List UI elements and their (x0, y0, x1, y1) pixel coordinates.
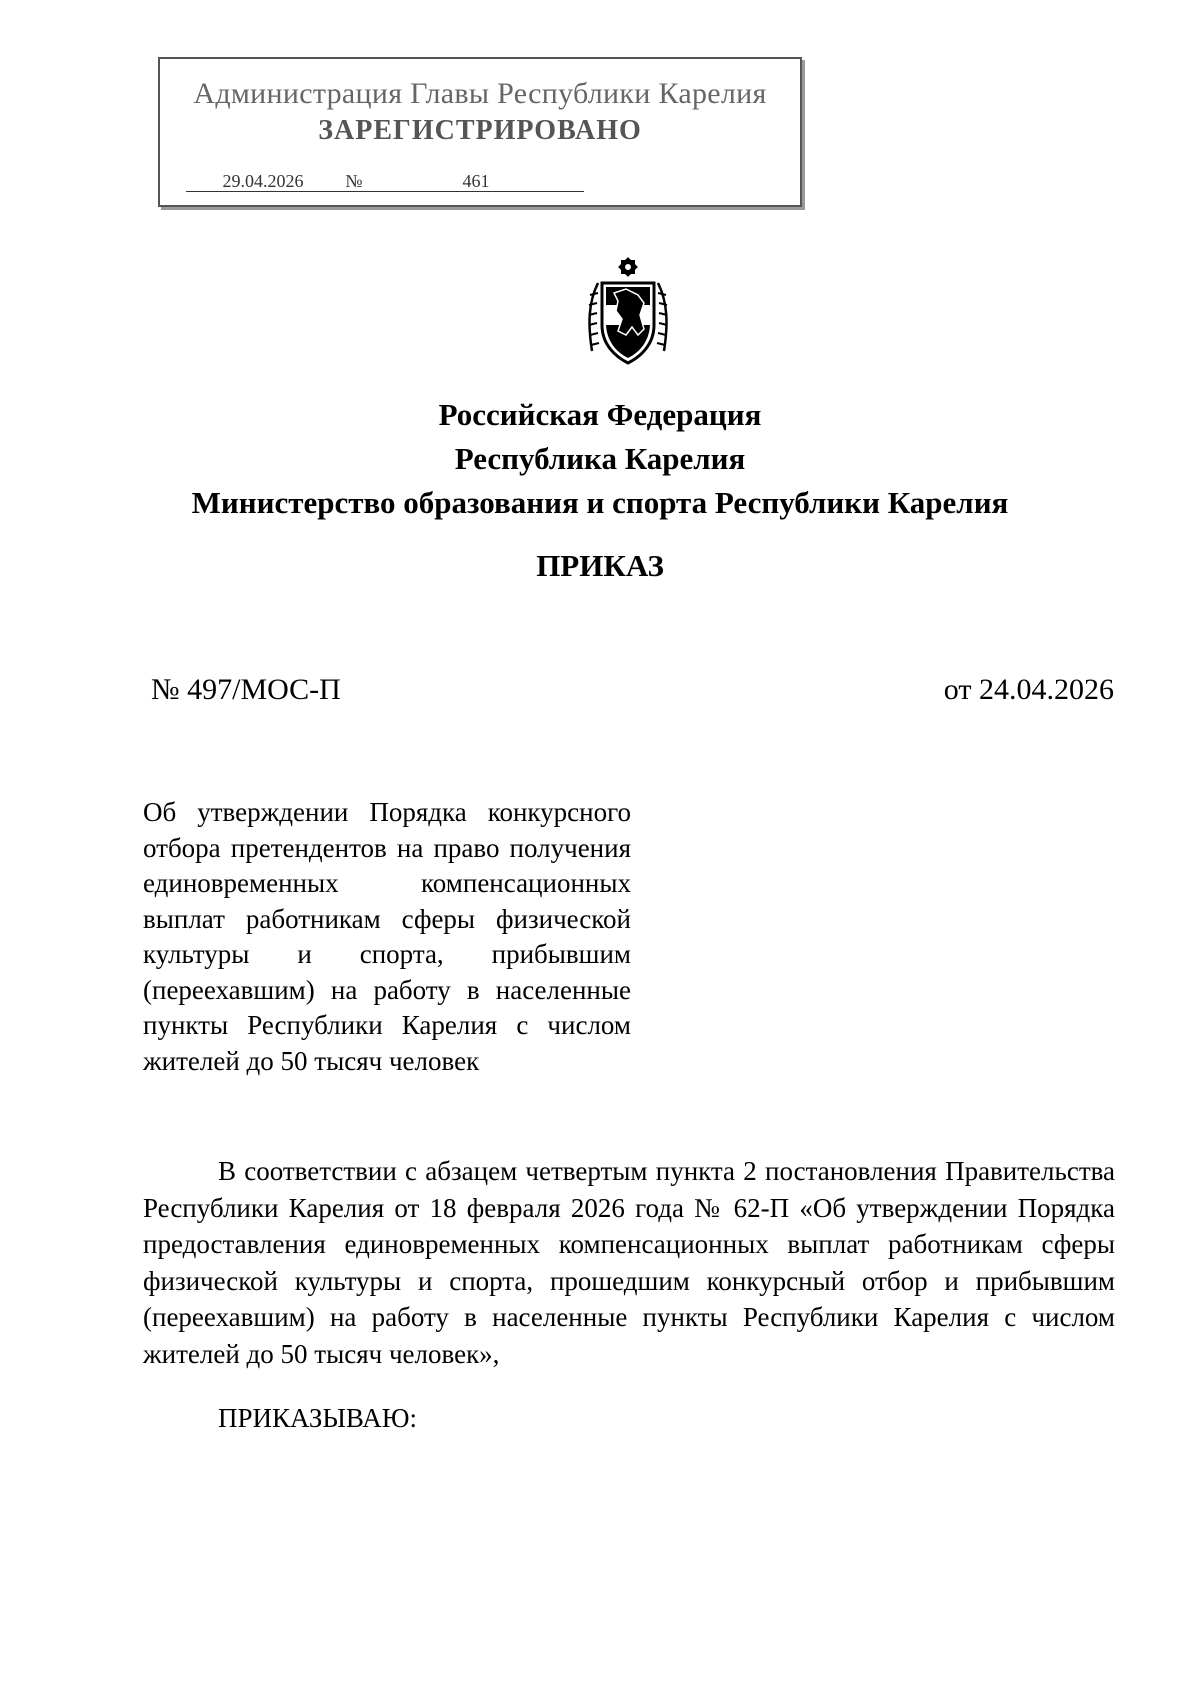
region-name: Республика Карелия (454, 441, 746, 476)
stamp-date: 29.04.2026 (186, 171, 340, 192)
order-date: от 24.04.2026 (943, 673, 1114, 706)
order-directive: ПРИКАЗЫВАЮ: (218, 1403, 417, 1433)
stamp-number-sign: № (340, 171, 368, 192)
stamp-number: 461 (368, 171, 584, 192)
ministry-name: Министерство образования и спорта Республики Карелия (191, 485, 1009, 520)
karelia-coat-of-arms-icon (582, 255, 674, 367)
country-name: Российская Федерация (438, 397, 762, 432)
document-type: ПРИКАЗ (536, 548, 664, 583)
stamp-status: ЗАРЕГИСТРИРОВАНО (318, 115, 642, 146)
order-number: № 497/МОС-П (151, 673, 341, 706)
order-preamble: В соответствии с абзацем четвертым пункта 2 постановления Правительства Республики Карелия от 18 февраля 2026 года № 62-П «Об утверждении Порядка предоставления единовременных компенсационных выплат работникам сферы физической культуры и спорта, прошедшим конкурсный отбор и прибывшим (переехавшим) на работу в населенные пункты Республики Карелия с числом жителей до 50 тысяч человек», (143, 1156, 1115, 1369)
order-subject: Об утверждении Порядка конкурсного отбора претендентов на право получения единовременных компенсационных выплат работникам сферы физической культуры и спорта, прибывшим (переехавшим) на работу в населенные пункты Республики Карелия с числом жителей до 50 тысяч человек (143, 797, 631, 1076)
stamp-registration-line (186, 171, 584, 192)
registration-stamp (158, 57, 802, 207)
stamp-organization: Администрация Главы Республики Карелия (193, 77, 767, 110)
